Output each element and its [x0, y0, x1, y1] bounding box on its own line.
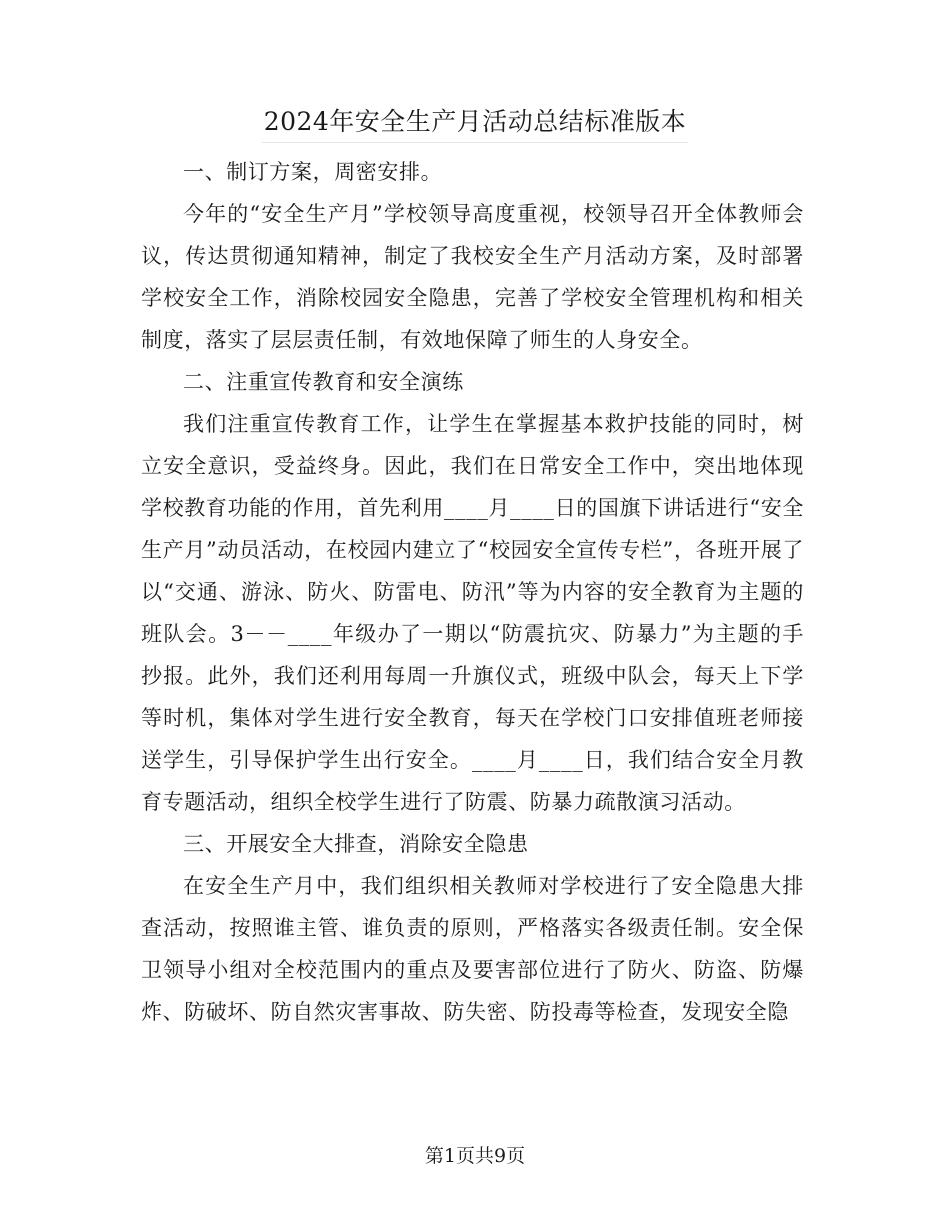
page-number-footer: 第1页共9页 — [424, 1145, 526, 1167]
section-paragraph-1: 今年的“安全生产月”学校领导高度重视，校领导召开全体教师会议，传达贯彻通知精神，制定了我校安全生产月活动方案，及时部署学校安全工作，消除校园安全隐患，完善了学校安全管理机构和相关制度，落实了层层责任制，有效地保障了师生的人身安全。 — [141, 202, 804, 352]
section-paragraph-3: 在安全生产月中，我们组织相关教师对学校进行了安全隐患大排查活动，按照谁主管、谁负责的原则，严格落实各级责任制。安全保卫领导小组对全校范围内的重点及要害部位进行了防火、防盗、防爆炸、防破坏、防自然灾害事故、防失密、防投毒等检查，发现安全隐 — [141, 874, 804, 1024]
section-heading-3: 三、开展安全大排查，消除安全隐患 — [183, 832, 529, 856]
document-title — [0, 104, 950, 143]
section-heading-1: 一、制订方案，周密安排。 — [183, 160, 443, 184]
document-body — [141, 151, 804, 1033]
section-paragraph-2: 我们注重宣传教育工作，让学生在掌握基本救护技能的同时，树立安全意识，受益终身。因此，我们在日常安全工作中，突出地体现学校教育功能的作用，首先利用____月____日的国旗下讲话进行“安全生产月”动员活动，在校园内建立了“校园安全宣传专栏”，各班开展了以“交通、游泳、防火、防雷电、防汛”等为内容的安全教育为主题的班队会。3－－____年级办了一期以“防震抗灾、防暴力”为主题的手抄报。此外，我们还利用每周一升旗仪式，班级中队会，每天上下学等时机，集体对学生进行安全教育，每天在学校门口安排值班老师接送学生，引导保护学生出行安全。____月____日，我们结合安全月教育专题活动，组织全校学生进行了防震、防暴力疏散演习活动。 — [141, 412, 804, 814]
section-heading-2: 二、注重宣传教育和安全演练 — [183, 370, 464, 394]
document-title-text: 2024年安全生产月活动总结标准版本 — [262, 104, 689, 143]
